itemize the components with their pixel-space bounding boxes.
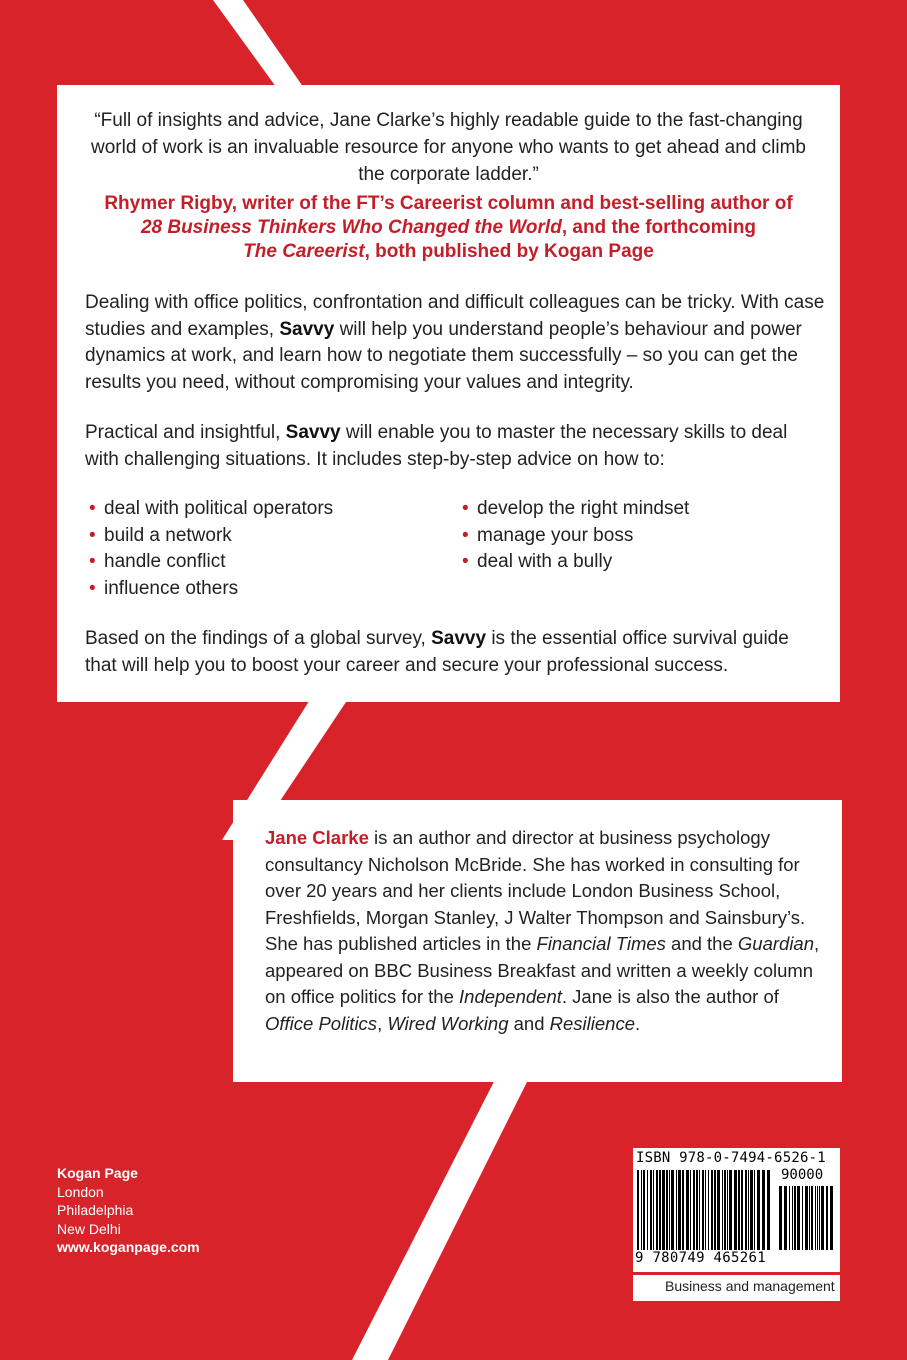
barcode-bar	[830, 1186, 833, 1250]
barcode-bar	[750, 1170, 753, 1250]
publisher-city: London	[57, 1183, 104, 1200]
list-item-text: deal with political operators	[104, 498, 334, 519]
publisher-info	[57, 1164, 200, 1257]
list-item	[89, 549, 333, 576]
bullet-list-left	[89, 496, 333, 602]
author-name: Jane Clarke	[265, 827, 369, 848]
text: Based on the findings of a global survey,	[85, 628, 432, 649]
author-bio-panel	[233, 800, 842, 1082]
attribution-text: , and the forthcoming	[561, 217, 757, 238]
barcode-bar	[797, 1186, 800, 1250]
barcode-bar	[792, 1186, 793, 1250]
description-paragraph-3	[85, 626, 825, 679]
bullet-icon: •	[89, 551, 96, 572]
bullet-list-right	[462, 496, 689, 576]
barcode-bar	[699, 1170, 700, 1250]
barcode-bar	[724, 1170, 726, 1250]
publication-title: Wired Working	[387, 1012, 509, 1034]
list-item	[89, 496, 333, 523]
barcode-bar	[653, 1170, 654, 1250]
publisher-website[interactable]: www.koganpage.com	[57, 1239, 200, 1255]
publication-title: Resilience	[549, 1012, 635, 1034]
list-item	[462, 496, 689, 523]
barcode-bar	[762, 1170, 765, 1250]
barcode-bar	[637, 1170, 639, 1250]
text: will enable you to master the necessary skills to deal with challenging situations. It includes step-by-step advice on how to:	[85, 422, 788, 470]
barcode-bar	[738, 1170, 740, 1250]
bullet-icon: •	[462, 498, 469, 519]
barcode-bar	[643, 1170, 645, 1250]
text: and	[508, 1012, 550, 1034]
list-item-text: develop the right mindset	[477, 498, 690, 519]
bullet-icon: •	[89, 524, 96, 546]
isbn-number: ISBN 978-0-7494-6526-1	[636, 1150, 826, 1166]
book-title: The Careerist	[243, 241, 365, 262]
barcode-bars-main	[637, 1170, 774, 1250]
barcode-bar	[693, 1170, 695, 1250]
text: .	[635, 1012, 641, 1034]
barcode-bar	[676, 1170, 677, 1250]
list-item	[89, 576, 333, 603]
description-panel	[57, 85, 840, 702]
barcode-bar	[669, 1170, 670, 1250]
barcode-bar	[817, 1186, 818, 1250]
list-item-text: influence others	[104, 577, 239, 599]
description-paragraph-1	[85, 290, 825, 396]
barcode-bar	[741, 1170, 743, 1250]
barcode-bar	[794, 1186, 796, 1250]
text: ,	[377, 1012, 388, 1034]
barcode-bar	[666, 1170, 668, 1250]
barcode-bar	[650, 1170, 652, 1250]
barcode-bar	[727, 1170, 728, 1250]
barcode-bar	[811, 1186, 813, 1250]
list-item	[462, 549, 689, 576]
attribution-text: , both published by Kogan Page	[364, 241, 654, 262]
text: is an author and director at business psychology consultancy Nicholson McBride. She has worked in consulting for over 20 years and her clients include London Business School, Freshfields, Morgan Stanley, J Walter Thompson and Sainsbury’s. She has published articles in the	[265, 827, 806, 954]
list-item-text: deal with a bully	[477, 551, 613, 572]
isbn-barcode	[633, 1148, 840, 1272]
publisher-city: Philadelphia	[57, 1202, 134, 1218]
barcode-bar	[696, 1170, 698, 1250]
barcode-bar	[682, 1170, 684, 1250]
text: . Jane is also the author of	[561, 986, 779, 1007]
barcode-bar	[779, 1186, 782, 1250]
attribution-text: Rhymer Rigby, writer of the FT’s Careerist column and best-selling author of	[104, 193, 793, 214]
category-label: Business and management	[633, 1275, 840, 1301]
barcode-bar	[717, 1170, 720, 1250]
bullet-icon: •	[462, 524, 469, 546]
barcode-bar	[809, 1186, 810, 1250]
barcode-bar	[802, 1186, 803, 1250]
list-item	[462, 523, 689, 550]
text: and the	[665, 933, 738, 954]
barcode-bar	[656, 1170, 658, 1250]
author-bio	[265, 825, 825, 1037]
barcode-bar	[647, 1170, 648, 1250]
brand-name: Savvy	[279, 318, 335, 340]
barcode-bar	[662, 1170, 665, 1250]
text: , appeared on BBC Business Breakfast and written a weekly column on office politics for the	[265, 933, 820, 1007]
bullet-icon: •	[462, 551, 469, 572]
brand-name: Savvy	[431, 628, 487, 649]
barcode-bar	[784, 1186, 787, 1250]
barcode-bar	[734, 1170, 737, 1250]
barcode-bar	[745, 1170, 747, 1250]
description-paragraph-2	[85, 420, 825, 473]
book-title: 28 Business Thinkers Who Changed the World	[140, 217, 562, 238]
publication-title: Guardian	[737, 933, 815, 954]
barcode-bars-addon	[779, 1186, 835, 1250]
barcode-bar	[722, 1170, 723, 1250]
barcode-bar	[754, 1170, 755, 1250]
barcode-bar	[815, 1186, 816, 1250]
list-item-text: handle conflict	[104, 551, 226, 572]
barcode-bar	[821, 1186, 824, 1250]
publication-title: Office Politics	[265, 1012, 378, 1034]
text: Dealing with office politics, confrontation and difficult colleagues can be tricky. With case studies and examples,	[85, 292, 825, 340]
barcode-bar	[767, 1170, 770, 1250]
text: is the essential office survival guide that will help you to boost your career and secure your professional success.	[85, 628, 789, 676]
barcode-bar	[748, 1170, 749, 1250]
barcode-bar	[705, 1170, 706, 1250]
barcode-bar	[702, 1170, 704, 1250]
barcode-bar	[711, 1170, 713, 1250]
publisher-name: Kogan Page	[57, 1165, 138, 1181]
publisher-city: New Delhi	[57, 1220, 121, 1237]
list-item-text: build a network	[104, 524, 232, 546]
ean-number: 9 780749 465261	[635, 1250, 766, 1266]
barcode-bar	[826, 1186, 828, 1250]
barcode-bar	[641, 1170, 642, 1250]
barcode-bar	[690, 1170, 691, 1250]
barcode-bar	[805, 1186, 808, 1250]
list-item-text: manage your boss	[477, 524, 634, 546]
barcode-bar	[659, 1170, 661, 1250]
barcode-bar	[819, 1186, 820, 1250]
barcode-bar	[789, 1186, 790, 1250]
barcode-bar	[757, 1170, 760, 1250]
list-item	[89, 523, 333, 550]
barcode-bar	[678, 1170, 681, 1250]
brand-name: Savvy	[285, 422, 341, 443]
quote-attribution	[87, 192, 810, 264]
review-quote: “Full of insights and advice, Jane Clarke’s highly readable guide to the fast-changing world of work is an invaluable resource for anyone who wants to get ahead and climb the corporate ladder.”	[90, 110, 806, 185]
text: Practical and insightful,	[85, 422, 286, 443]
barcode-bar	[729, 1170, 732, 1250]
barcode-bar	[686, 1170, 689, 1250]
bullet-icon: •	[89, 498, 96, 519]
price-code: 90000	[781, 1167, 824, 1183]
barcode-bar	[714, 1170, 716, 1250]
barcode-bar	[708, 1170, 709, 1250]
bullet-icon: •	[89, 577, 96, 599]
publication-title: Financial Times	[536, 933, 666, 954]
publication-title: Independent	[459, 986, 562, 1007]
barcode-bar	[671, 1170, 674, 1250]
text: will help you understand people’s behaviour and power dynamics at work, and learn how to negotiate them successfully – so you can get the results you need, without compromising your values and integrity.	[85, 318, 802, 393]
